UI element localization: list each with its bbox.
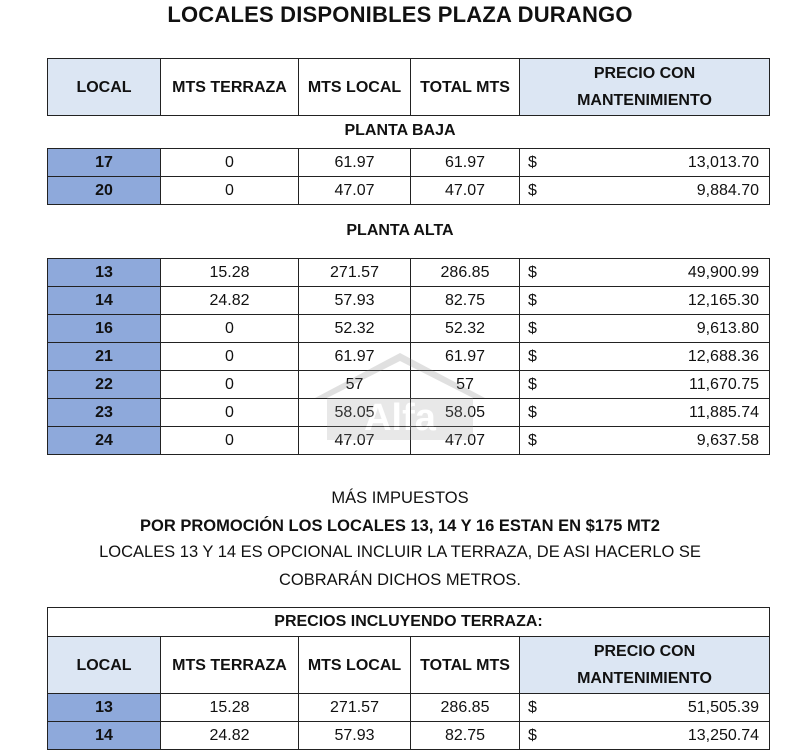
price-cell: 12,688.36 [555,343,770,371]
currency-cell: $ [520,177,555,205]
total-cell: 286.85 [411,694,520,722]
note-terraza-line2: COBRARÁN DICHOS METROS. [278,571,522,589]
total-cell: 47.07 [411,177,520,205]
local-cell: 14 [48,722,161,750]
section-planta-baja: PLANTA BAJA [344,122,456,139]
currency-cell: $ [520,722,555,750]
total-cell: 61.97 [411,343,520,371]
header-precio-line1: PRECIO CON [593,643,696,660]
header-precio [520,637,770,694]
planta-alta-table [47,258,770,455]
terraza-cell: 0 [161,315,299,343]
price-cell: 9,613.80 [555,315,770,343]
mts-local-cell: 61.97 [299,149,411,177]
mts-local-cell: 47.07 [299,177,411,205]
header-mts-local: MTS LOCAL [299,59,411,116]
currency-cell: $ [520,399,555,427]
local-cell: 24 [48,427,161,455]
mts-local-cell: 58.05 [299,399,411,427]
currency-cell: $ [520,287,555,315]
table-row [48,427,770,455]
watermark-text: Alfa [364,397,436,439]
planta-baja-table [47,58,770,116]
table-row [48,149,770,177]
header-precio-line2: MANTENIMIENTO [577,670,712,687]
total-cell: 57 [411,371,520,399]
mts-local-cell: 47.07 [299,427,411,455]
table-row [48,399,770,427]
terraza-cell: 0 [161,343,299,371]
price-cell: 12,165.30 [555,287,770,315]
table-row [48,343,770,371]
header-mts-local: MTS LOCAL [299,637,411,694]
total-cell: 82.75 [411,722,520,750]
mts-local-cell: 57.93 [299,287,411,315]
price-cell: 9,637.58 [555,427,770,455]
table-row [48,722,770,750]
table-header-row [48,59,770,116]
currency-cell: $ [520,694,555,722]
table-row [48,315,770,343]
header-total-mts: TOTAL MTS [411,59,520,116]
header-precio-line2: MANTENIMIENTO [577,92,712,109]
currency-cell: $ [520,371,555,399]
table-row [48,694,770,722]
currency-cell: $ [520,149,555,177]
mts-local-cell: 271.57 [299,694,411,722]
currency-cell: $ [520,315,555,343]
terraza-cell: 15.28 [161,259,299,287]
local-cell: 22 [48,371,161,399]
table-header-row [48,637,770,694]
terraza-table-caption: PRECIOS INCLUYENDO TERRAZA: [48,608,770,637]
terraza-cell: 0 [161,399,299,427]
terraza-table-caption-row [48,608,770,637]
terraza-cell: 15.28 [161,694,299,722]
mts-local-cell: 271.57 [299,259,411,287]
total-cell: 47.07 [411,427,520,455]
local-cell: 13 [48,694,161,722]
table-row [48,259,770,287]
total-cell: 82.75 [411,287,520,315]
currency-cell: $ [520,259,555,287]
planta-baja-rows [47,148,770,205]
local-cell: 21 [48,343,161,371]
price-cell: 11,885.74 [555,399,770,427]
header-mts-terraza: MTS TERRAZA [161,637,299,694]
section-planta-alta: PLANTA ALTA [346,222,454,239]
local-cell: 13 [48,259,161,287]
total-cell: 58.05 [411,399,520,427]
price-cell: 51,505.39 [555,694,770,722]
page-title: LOCALES DISPONIBLES PLAZA DURANGO [167,2,633,27]
table-row [48,371,770,399]
table-row [48,287,770,315]
mts-local-cell: 57.93 [299,722,411,750]
local-cell: 17 [48,149,161,177]
mts-local-cell: 52.32 [299,315,411,343]
currency-cell: $ [520,427,555,455]
price-cell: 11,670.75 [555,371,770,399]
local-cell: 23 [48,399,161,427]
table-row [48,177,770,205]
header-precio [520,59,770,116]
mts-local-cell: 57 [299,371,411,399]
terraza-cell: 0 [161,177,299,205]
terraza-cell: 24.82 [161,287,299,315]
total-cell: 52.32 [411,315,520,343]
header-local: LOCAL [48,59,161,116]
local-cell: 14 [48,287,161,315]
terraza-cell: 0 [161,149,299,177]
price-cell: 9,884.70 [555,177,770,205]
local-cell: 20 [48,177,161,205]
mts-local-cell: 61.97 [299,343,411,371]
total-cell: 61.97 [411,149,520,177]
header-local: LOCAL [48,637,161,694]
price-cell: 49,900.99 [555,259,770,287]
terraza-cell: 0 [161,427,299,455]
note-terraza-line1: LOCALES 13 Y 14 ES OPCIONAL INCLUIR LA TERRAZA, DE ASI HACERLO SE [99,543,701,561]
note-promocion: POR PROMOCIÓN LOS LOCALES 13, 14 Y 16 ESTAN EN $175 MT2 [140,517,660,535]
local-cell: 16 [48,315,161,343]
header-precio-line1: PRECIO CON [593,65,696,82]
header-mts-terraza: MTS TERRAZA [161,59,299,116]
note-impuestos: MÁS IMPUESTOS [331,489,469,507]
terraza-cell: 0 [161,371,299,399]
header-total-mts: TOTAL MTS [411,637,520,694]
price-cell: 13,013.70 [555,149,770,177]
currency-cell: $ [520,343,555,371]
total-cell: 286.85 [411,259,520,287]
terraza-table [47,607,770,750]
price-cell: 13,250.74 [555,722,770,750]
terraza-cell: 24.82 [161,722,299,750]
